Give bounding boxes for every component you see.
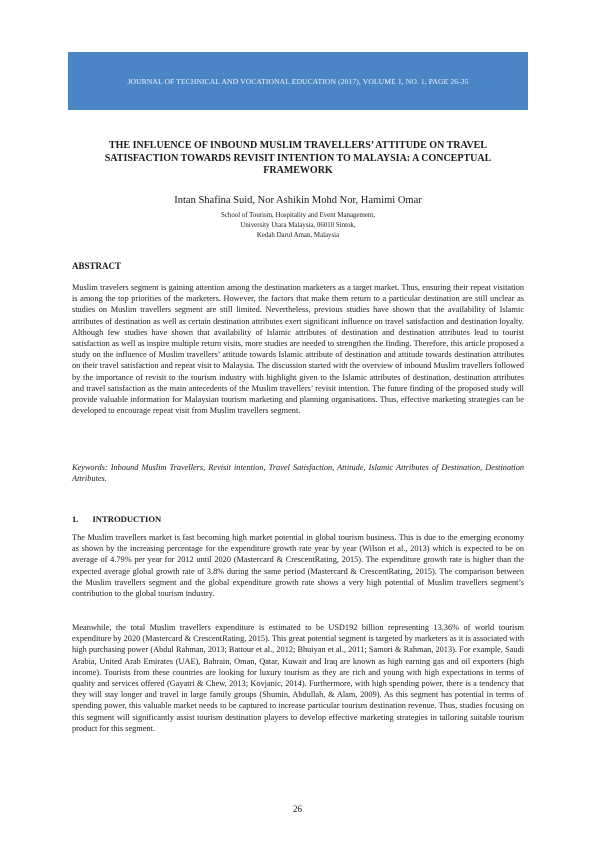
journal-citation: JOURNAL OF TECHNICAL AND VOCATIONAL EDUCATION (2017), VOLUME 1, NO. 1, PAGE 26-35: [127, 76, 469, 86]
paper-title-line: SATISFACTION TOWARDS REVISIT INTENTION TO MALAYSIA: A CONCEPTUAL: [104, 152, 492, 164]
section-number: 1.: [72, 514, 79, 524]
author-list: Intan Shafina Suid, Nor Ashikin Mohd Nor, Hamimi Omar: [174, 195, 422, 206]
abstract-heading: ABSTRACT: [72, 261, 122, 271]
introduction-paragraph: The Muslim travellers market is fast becoming high market potential in global tourism business. This is due to the emerging economy as shown by the increasing percentage for the expenditure growth rate year by year (Wilson et al., 2013) which is expected to be on average of 4.79% per year for 2012 until 2020 (Mastercard & CrescentRating, 2015). The expenditure growth rate is higher than the expected average global growth rate of 3.8% during the same period (Mastercard & CrescentRating, 2015). The comparison between the Muslim travellers segment and the global expenditure growth rate shows a very high potential of Muslim travellers segment’s contribution to the global tourism industry.: [72, 533, 524, 599]
page-number: 26: [293, 804, 302, 814]
author-affiliation: [72, 211, 524, 240]
keywords-text: Keywords: Inbound Muslim Travellers, Revisit intention, Travel Satisfaction, Attitude, Islamic Attributes of Destination, Destination Attributes.: [72, 463, 524, 484]
section-heading-introduction: [72, 514, 161, 524]
affiliation-line: Kedah Darul Aman, Malaysia: [256, 231, 340, 239]
paper-title-line: FRAMEWORK: [263, 165, 333, 176]
abstract-body: Muslim travelers segment is gaining attention among the destination marketers as a target market. Thus, ensuring their repeat visitation is among the top priorities of the marketers. However, the factors that make them return to a particular destination are still unclear as studies on Muslim travellers segment are still limited. Nevertheless, previous studies have shown that the availability of Islamic attributes of destination as well as certain destination attributes exert significant influence on travel satisfaction and destination loyalty. Although few studies have shown that availability of Islamic attributes of destination and destination attributes lead to tourist satisfaction as well as inspire multiple return visits, more studies are needed to strengthen the finding. Therefore, this article proposed a study on the influence of Muslim travellers’ attitude towards Islamic attribute of destination and attitude towards destination attributes on their travel satisfaction and repeat visit to Malaysia. The discussion started with the overview of inbound Muslim travellers followed by the importance of revisit to the tourism industry with highlight given to the Islamic attributes of destination, destination attributes and travel satisfaction as the main antecedents of the Muslim travellers’ revisit intention. The future finding of the proposed study will provide valuable information for Malaysian tourism marketing and planning organisations. Thus, effective marketing strategies can be developed to encourage repeat visit from Muslim travellers segment.: [72, 283, 524, 416]
paper-title-line: THE INFLUENCE OF INBOUND MUSLIM TRAVELLERS’ ATTITUDE ON TRAVEL: [108, 140, 488, 151]
section-title: INTRODUCTION: [92, 514, 162, 524]
introduction-paragraph: Meanwhile, the total Muslim travellers expenditure is estimated to be USD192 billion representing 13.36% of world tourism expenditure by 2020 (Mastercard & CrescentRating, 2015). This great potential segment is targeted by marketers as it is associated with high purchasing power (Abdul Rahman, 2013; Battour et al., 2012; Bhuiyan et al., 2011; Samori & Rahman, 2013). For example, Saudi Arabia, United Arab Emirates (UAE), Bahrain, Oman, Qatar, Kuwait and Iraq are known as high earning gas and oil exporters (high income). Tourists from these countries are looking for luxury tourism as they are rich and young with high expectations in terms of quality and services offered (Gayatri & Chew, 2013; Kovjanic, 2014). Furthermore, with high spending power, there is a tendency that they will stay longer and travel in large family groups (Shumin, Abdullah, & Alam, 2009). As this segment has potential in terms of spending power, this valuable market needs to be captured to increase particular tourism destination revenue. Thus, studies focusing on this segment will significantly assist tourism destination players to develop effective marketing strategies in tailoring suitable tourism product for this segment.: [72, 623, 524, 733]
paper-title: [72, 140, 524, 178]
affiliation-line: School of Tourism, Hospitality and Event Management,: [220, 212, 376, 219]
affiliation-line: University Utara Malaysia, 06010 Sintok,: [240, 221, 356, 229]
journal-header-banner: [68, 52, 528, 110]
